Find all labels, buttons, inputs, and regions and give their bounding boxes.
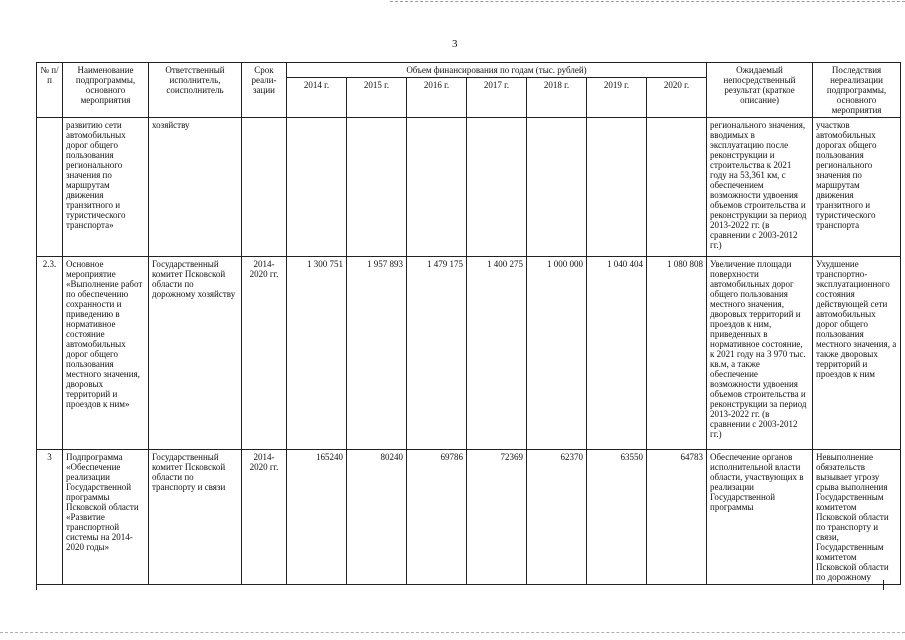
cell-name: развитию сети автомобильных дорог общего пользования регионального значения по маршрутам движения транзитного и туристического транспорта»	[63, 118, 149, 257]
cell-value: 1 479 175	[407, 257, 467, 450]
cell-value: 80240	[347, 450, 407, 585]
table-row	[37, 118, 901, 257]
cell-value: 1 040 404	[587, 257, 647, 450]
cell-executor: Государственный комитет Псковской области по транспорту и связи	[149, 450, 242, 585]
cell-result: Обеспечение органов исполнительной власти области, участвующих в реализации Государственной программы	[707, 450, 813, 585]
table-continuation	[36, 580, 884, 590]
cell-value: 62370	[527, 450, 587, 585]
header-funding: Объем финансирования по годам (тыс. рублей)	[287, 63, 707, 78]
header-name: Наименование подпрограммы, основного мероприятия	[63, 63, 149, 118]
cell-value	[647, 118, 707, 257]
cell-value: 63550	[587, 450, 647, 585]
funding-table	[36, 62, 901, 585]
cell-value	[587, 118, 647, 257]
cell-value	[287, 118, 347, 257]
header-year: 2019 г.	[587, 78, 647, 118]
cell-executor: хозяйству	[149, 118, 242, 257]
scan-edge-bottom	[0, 632, 905, 633]
cell-result: регионального значения, вводимых в эксплуатацию после реконструкции и строительства к 2021 году на 53,361 км, с обеспечением возможности удвоения объемов строительства и реконструкции за период 2013-2022 гг. (в сравнении с 2003-2012 гг.)	[707, 118, 813, 257]
cell-num	[37, 118, 63, 257]
cell-value: 1 000 000	[527, 257, 587, 450]
header-year: 2018 г.	[527, 78, 587, 118]
cell-result: Увеличение площади поверхности автомобильных дорог общего пользования местного значения, дворовых территорий и проездов к ним, приведенных в нормативное состояние, к 2021 году на 3 970 тыс. кв.м, а также обеспечение возможности удвоения объемов строительства и реконструкции за период 2013-2022 гг. (в сравнении с 2003-2012 гг.)	[707, 257, 813, 450]
cell-value: 1 080 808	[647, 257, 707, 450]
cell-term: 2014-2020 гг.	[242, 257, 287, 450]
cell-consequences: Невыполнение обязательств вызывает угрозу срыва выполнения Государственным комитетом Псковской области по транспорту и связи, Государственным комитетом Псковской области по дорожному	[813, 450, 901, 585]
header-term: Срок реали-зации	[242, 63, 287, 118]
header-year: 2020 г.	[647, 78, 707, 118]
cell-value: 1 400 275	[467, 257, 527, 450]
header-num: № п/п	[37, 63, 63, 118]
cell-value: 1 957 893	[347, 257, 407, 450]
cell-value	[527, 118, 587, 257]
cell-consequences: участков автомобильных дорогах общего пользования регионального значения по маршрутам движения транзитного и туристического транспорта	[813, 118, 901, 257]
cell-value: 1 300 751	[287, 257, 347, 450]
cell-num: 3	[37, 450, 63, 585]
cell-value	[407, 118, 467, 257]
cell-term	[242, 118, 287, 257]
cell-term: 2014-2020 гг.	[242, 450, 287, 585]
header-consequences: Последствия нереализации подпрограммы, основного мероприятия	[813, 63, 901, 118]
cell-value	[347, 118, 407, 257]
cell-value: 69786	[407, 450, 467, 585]
cell-name: Подпрограмма «Обеспечение реализации Государственной программы Псковской области «Развитие транспортной системы на 2014-2020 годы»	[63, 450, 149, 585]
page-number: 3	[452, 38, 458, 50]
cell-value	[467, 118, 527, 257]
scan-edge-top	[390, 1, 905, 2]
header-year: 2015 г.	[347, 78, 407, 118]
cell-consequences: Ухудшение транспортно-эксплуатационного состояния действующей сети автомобильных дорог общего пользования местного значения, а также дворовых территорий и проездов к ним	[813, 257, 901, 450]
cell-value: 165240	[287, 450, 347, 585]
table-row	[37, 450, 901, 585]
header-executor: Ответственный исполнитель, соисполнитель	[149, 63, 242, 118]
header-result: Ожидаемый непосредственный результат (краткое описание)	[707, 63, 813, 118]
header-year: 2014 г.	[287, 78, 347, 118]
cell-name: Основное мероприятие «Выполнение работ по обеспечению сохранности и приведению в нормативное состояние автомобильных дорог общего пользования местного значения, дворовых территорий и проездов к ним»	[63, 257, 149, 450]
cell-num: 2.3.	[37, 257, 63, 450]
cell-value: 72369	[467, 450, 527, 585]
table-row	[37, 257, 901, 450]
header-year: 2017 г.	[467, 78, 527, 118]
header-year: 2016 г.	[407, 78, 467, 118]
header-row-top	[37, 63, 901, 78]
cell-value: 64783	[647, 450, 707, 585]
cell-executor: Государственный комитет Псковской области по дорожному хозяйству	[149, 257, 242, 450]
